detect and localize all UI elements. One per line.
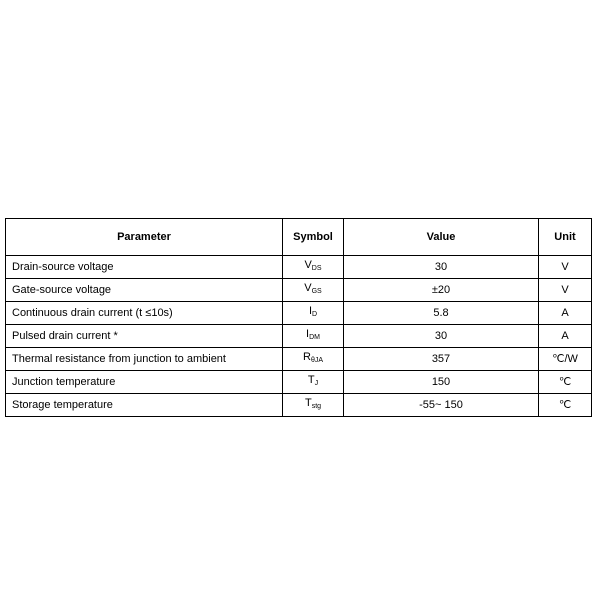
table-body <box>6 256 592 417</box>
unit-cell: V <box>539 256 592 279</box>
symbol-subscript: stg <box>311 403 322 410</box>
table-row <box>6 302 592 325</box>
parameter-cell: Storage temperature <box>6 394 283 417</box>
table-header <box>6 219 592 256</box>
unit-cell: ℃ <box>539 371 592 394</box>
symbol-letter: V <box>304 282 312 294</box>
symbol-subscript: J <box>314 380 319 387</box>
value-cell: ±20 <box>344 279 539 302</box>
unit-cell: ℃ <box>539 394 592 417</box>
unit-cell: A <box>539 302 592 325</box>
value-cell: 5.8 <box>344 302 539 325</box>
unit-cell: ℃/W <box>539 348 592 371</box>
header-row <box>6 219 592 256</box>
parameter-cell: Pulsed drain current * <box>6 325 283 348</box>
unit-cell: A <box>539 325 592 348</box>
symbol-subscript: GS <box>311 288 322 295</box>
symbol-letter: T <box>307 374 315 386</box>
table-row <box>6 325 592 348</box>
parameter-cell: Junction temperature <box>6 371 283 394</box>
parameter-cell: Continuous drain current (t ≤10s) <box>6 302 283 325</box>
symbol-cell <box>283 256 344 279</box>
table-row <box>6 256 592 279</box>
header-symbol: Symbol <box>283 219 344 256</box>
symbol-letter: R <box>302 351 311 363</box>
table-row <box>6 371 592 394</box>
symbol-subscript: DS <box>311 265 322 272</box>
table-row <box>6 279 592 302</box>
max-ratings-table <box>5 218 592 417</box>
symbol-cell <box>283 302 344 325</box>
symbol-cell <box>283 371 344 394</box>
parameter-cell: Gate-source voltage <box>6 279 283 302</box>
symbol-letter: I <box>308 305 312 317</box>
symbol-cell <box>283 279 344 302</box>
parameter-cell: Drain-source voltage <box>6 256 283 279</box>
symbol-letter: I <box>306 328 310 340</box>
symbol-cell <box>283 325 344 348</box>
symbol-cell <box>283 348 344 371</box>
value-cell: 150 <box>344 371 539 394</box>
header-unit: Unit <box>539 219 592 256</box>
parameter-cell: Thermal resistance from junction to ambient <box>6 348 283 371</box>
table-row <box>6 394 592 417</box>
symbol-letter: V <box>304 259 312 271</box>
symbol-subscript: DM <box>309 334 320 341</box>
value-cell: 357 <box>344 348 539 371</box>
header-parameter: Parameter <box>6 219 283 256</box>
value-cell: 30 <box>344 325 539 348</box>
value-cell: 30 <box>344 256 539 279</box>
symbol-cell <box>283 394 344 417</box>
value-cell: -55~ 150 <box>344 394 539 417</box>
symbol-letter: T <box>304 397 312 409</box>
symbol-subscript: D <box>312 311 318 318</box>
unit-cell: V <box>539 279 592 302</box>
table-row <box>6 348 592 371</box>
symbol-subscript: θJA <box>310 357 323 364</box>
header-value: Value <box>344 219 539 256</box>
